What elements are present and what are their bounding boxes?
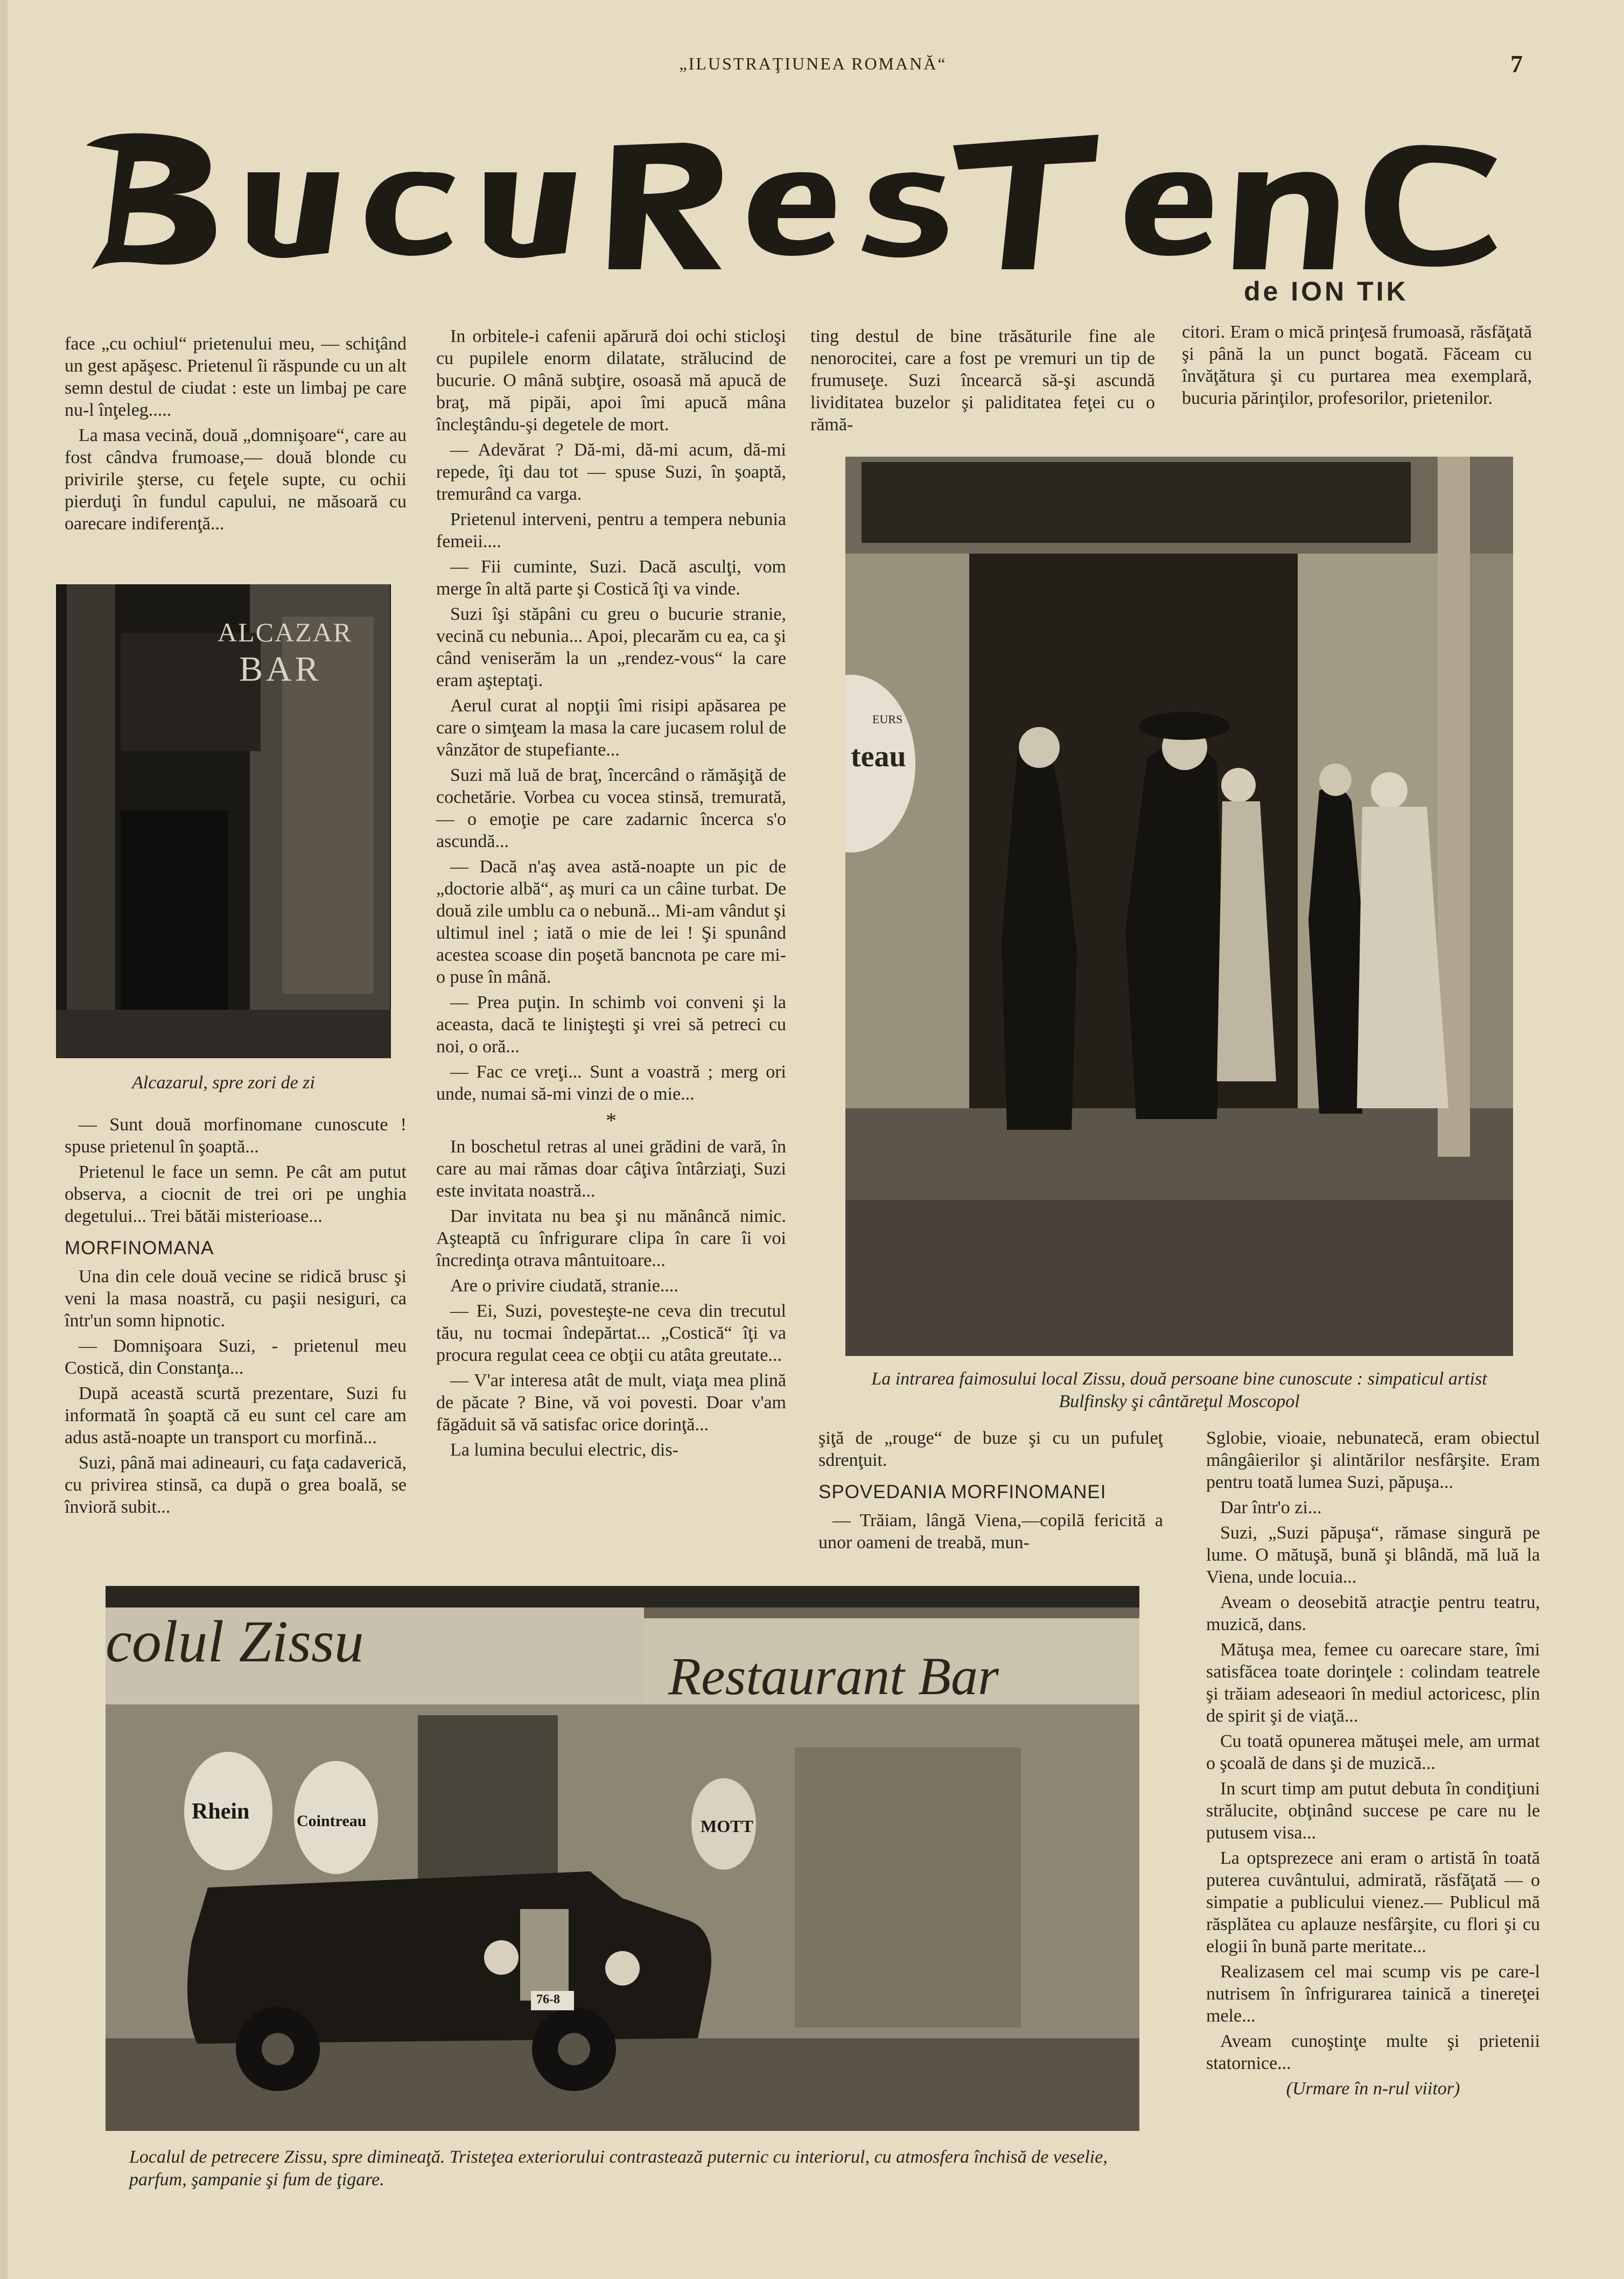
paragraph: citori. Eram o mică prinţesă frumoasă, răsfăţată şi până la un punct bogată. Făceam cu învăţătura şi cu purtarea mea exemplară, bucuria părinţilor, profesorilor, prietenilor. [1182, 322, 1532, 408]
paragraph: — Ei, Suzi, povesteşte-ne ceva din trecutul tău, nu tocmai îndepărtat... „Costică“ îţi va procura regulat ceea ce obţii cu atâta greutate... [436, 1301, 786, 1365]
section-title-morfinomana: MORFINOMANA [65, 1238, 214, 1259]
caption-zissu-street: Localul de petrecere Zissu, spre dimineaţă. Tristeţea exteriorului contrastează puternic cu interiorul, cu atmosfera închisă de veselie, parfum, şampanie şi fum de ţigare. [129, 2147, 1108, 2190]
paragraph: — V'ar interesa atât de mult, viaţa mea plină de păcate ? Bine, vă voi povesti. Doar v'am făgăduit să vă satisfac orice dorinţă... [436, 1371, 786, 1435]
caption-alcazar: Alcazarul, spre zori de zi [132, 1073, 315, 1093]
paragraph: Una din cele două vecine se ridică brusc şi veni la masa noastră, cu paşii nesiguri, ca într'un somn hipnotic. [65, 1267, 407, 1331]
masthead-title [75, 113, 1551, 275]
paragraph: — Fac ce vreţi... Sunt a voastră ; merg ori unde, numai să-mi vinzi de o mie... [436, 1062, 786, 1104]
paragraph: După această scurtă prezentare, Suzi fu informată în şoaptă că eu sunt cel care am adus astă-noapte un transport cu morfină... [65, 1383, 407, 1448]
license-plate: 76-8 [536, 1993, 560, 2007]
paragraph: La masa vecină, două „domnişoare“, care au fost cândva frumoase,— două blonde cu privirile şterse, cu feţele supte, cu ochii pierduţi în fundul capului, ne măsoară cu oarecare indiferenţă... [65, 425, 407, 534]
paragraph: Prietenul le face un semn. Pe cât am putut observa, a ciocnit de trei ori pe unghia degetului... Trei bătăi misterioase... [65, 1162, 407, 1226]
ad-mott: MOTT [701, 1816, 753, 1836]
paragraph: Suzi, „Suzi păpuşa“, rămase singură pe lume. O mătuşă, bună şi blândă, mă luă la Viena, unde locuia... [1206, 1523, 1540, 1587]
paragraph: Mătuşa mea, femee cu oarecare stare, îmi satisfăcea toate dorinţele : colindam teatrele şi trăiam adeseaori în mediul actoricesc, plin de spirit şi de viaţă... [1206, 1640, 1540, 1726]
ad-rhein: Rhein [192, 1799, 250, 1824]
paragraph: — Trăiam, lângă Viena,—copilă fericită a unor oameni de treabă, mun- [818, 1511, 1163, 1553]
running-header: „ILUSTRAŢIUNEA ROMANĂ“ [679, 54, 947, 73]
paragraph: In scurt timp am putut debuta în condiţiuni strălucite, obţinând succese pe care nu le putusem visa... [1206, 1779, 1540, 1843]
photo-zissu-entrance [845, 457, 1513, 1356]
column-2 [436, 325, 786, 1464]
paragraph: In boschetul retras al unei grădini de vară, în care au mai rămas doar câţiva întârziaţi, Suzi este invitata noastră... [436, 1137, 786, 1201]
continuation-note: (Urmare în n-rul viitor) [1286, 2079, 1460, 2099]
column-3-top [810, 325, 1155, 439]
column-3-bottom [818, 1427, 1163, 1557]
paragraph: — Fii cuminte, Suzi. Dacă asculţi, vom merge în altă parte şi Costică îţi va vinde. [436, 557, 786, 599]
paragraph: Dar într'o zi... [1220, 1498, 1322, 1518]
paragraph: La optsprezece ani eram o artistă în toată puterea cuvântului, admirată, răsfăţată — o simpatie a publicului vienez.— Publicul mă răsplătea cu aplauze nesfârşite, cu flori şi cu elogii în bună parte meritate... [1206, 1848, 1540, 1956]
paragraph: ting destul de bine trăsăturile fine ale nenorocitei, care a fost pe vremuri un tip de frumuseţe. Suzi încearcă să-şi ascundă lividitatea buzelor şi paliditatea feţei cu o rămă- [810, 326, 1155, 435]
caption-zissu-entrance: La intrarea faimosului local Zissu, două persoane bine cunoscute : simpaticul artist Bulfinsky şi cântăreţul Moscopol [871, 1369, 1487, 1411]
section-title-spovedania: SPOVEDANIA MORFINOMANEI [818, 1481, 1107, 1502]
paragraph: Aveam cunoştinţe multe şi prietenii statornice... [1206, 2031, 1540, 2073]
page-number: 7 [1510, 50, 1523, 78]
paragraph: Suzi îşi stăpâni cu greu o bucurie stranie, vecină cu nebunia... Apoi, plecarăm cu ea, ca şi când veniserăm la un „rendez-vous“ la care eram aşteptaţi. [436, 604, 786, 690]
paragraph: Sglobie, vioaie, nebunatecă, eram obiectul mângâierilor şi alintărilor nesfârşite. Eram pentru toată lumea Suzi, păpuşa... [1206, 1428, 1540, 1492]
section-divider-star: * [606, 1108, 617, 1132]
paragraph: In orbitele-i cafenii apărură doi ochi sticloşi cu pupilele enorm dilatate, strălucind de bucurie. O mână subţire, osoasă mă apucă de braţ, mă pipăi, apoi îmi apucă mâna încleştându-şi degetele de mort. [436, 326, 786, 435]
alcazar-sign-line2: BAR [239, 649, 322, 689]
paragraph: Aveam o deosebită atracţie pentru teatru, muzică, dans. [1206, 1592, 1540, 1634]
paragraph: Suzi, până mai adineauri, cu faţa cadaverică, cu privirea stinsă, ca după o grea boală, se învioră subit... [65, 1453, 407, 1517]
paragraph: — Dacă n'aş avea astă-noapte un pic de „doctorie albă“, aş muri ca un câine turbat. De două zile umblu ca o nebună... Mi-am vândut şi ultimul inel ; iată o mie de lei ! Şi spunând acestea scoase din poşetă bancnota pe care mi-o puse în mână. [436, 857, 786, 987]
alcazar-sign-line1: ALCAZAR [218, 617, 353, 647]
photo-zissu-street [106, 1586, 1139, 2131]
entrance-sign-text: teau [851, 740, 906, 773]
paragraph: — Prea puţin. In schimb voi conveni şi la aceasta, dacă te linişteşti şi vrei să petreci cu noi, o oră... [436, 992, 786, 1057]
paragraph: La lumina becului electric, dis- [450, 1440, 678, 1460]
paragraph: — Domnişoara Suzi, - prietenul meu Costică, din Constanţa... [65, 1336, 407, 1378]
paragraph: Prietenul interveni, pentru a tempera nebunia femeii.... [436, 509, 786, 551]
entrance-sign-small: EURS [872, 712, 903, 726]
byline: de ION TIK [1244, 276, 1409, 306]
paragraph: Realizasem cel mai scump vis pe care-l nutrisem în înfrigurarea tainică a tinereţei mele... [1206, 1962, 1540, 2026]
paragraph: Suzi mă luă de braţ, încercând o rămăşiţă de cochetărie. Vorbea cu vocea stinsă, tremurată, — o emoţie pe care zadarnic încerca s'o ascundă... [436, 765, 786, 851]
paragraph: Dar invitata nu bea şi nu mănâncă nimic. Aşteaptă cu înfrigurare clipa în care îi voi încredinţa otrava mântuitoare... [436, 1206, 786, 1270]
paragraph: Aerul curat al nopţii îmi risipi apăsarea pe care o simţeam la masa la care jucasem rolul de vânzător de stupefiante... [436, 696, 786, 760]
paragraph: şiţă de „rouge“ de buze şi cu un pufuleţ sdrenţuit. [818, 1428, 1163, 1470]
column-1-bottom [65, 1114, 407, 1521]
paragraph: face „cu ochiul“ prietenului meu, — schiţând un gest apăşesc. Prietenul îi răspunde cu un alt semn destul de ciudat : este un limbaj pe care nu-l înţeleg..... [65, 334, 407, 420]
photo-alcazar [56, 584, 391, 1058]
ad-cointreau: Cointreau [297, 1812, 367, 1830]
paragraph: Are o privire ciudată, stranie.... [450, 1276, 678, 1296]
column-1-top [65, 333, 407, 538]
street-sign-right: Restaurant Bar [668, 1646, 999, 1706]
column-4-bottom [1206, 1427, 1540, 2100]
paragraph: Cu toată opunerea mătuşei mele, am urmat o şcoală de dans şi de muzică... [1206, 1731, 1540, 1773]
column-4-top [1182, 321, 1532, 413]
paragraph: — Sunt două morfinomane cunoscute ! spuse prietenul în şoaptă... [65, 1115, 407, 1157]
paragraph: — Adevărat ? Dă-mi, dă-mi acum, dă-mi repede, îţi dau tot — spuse Suzi, în şoaptă, tremurând ca varga. [436, 440, 786, 504]
street-sign-left: colul Zissu [106, 1609, 364, 1674]
